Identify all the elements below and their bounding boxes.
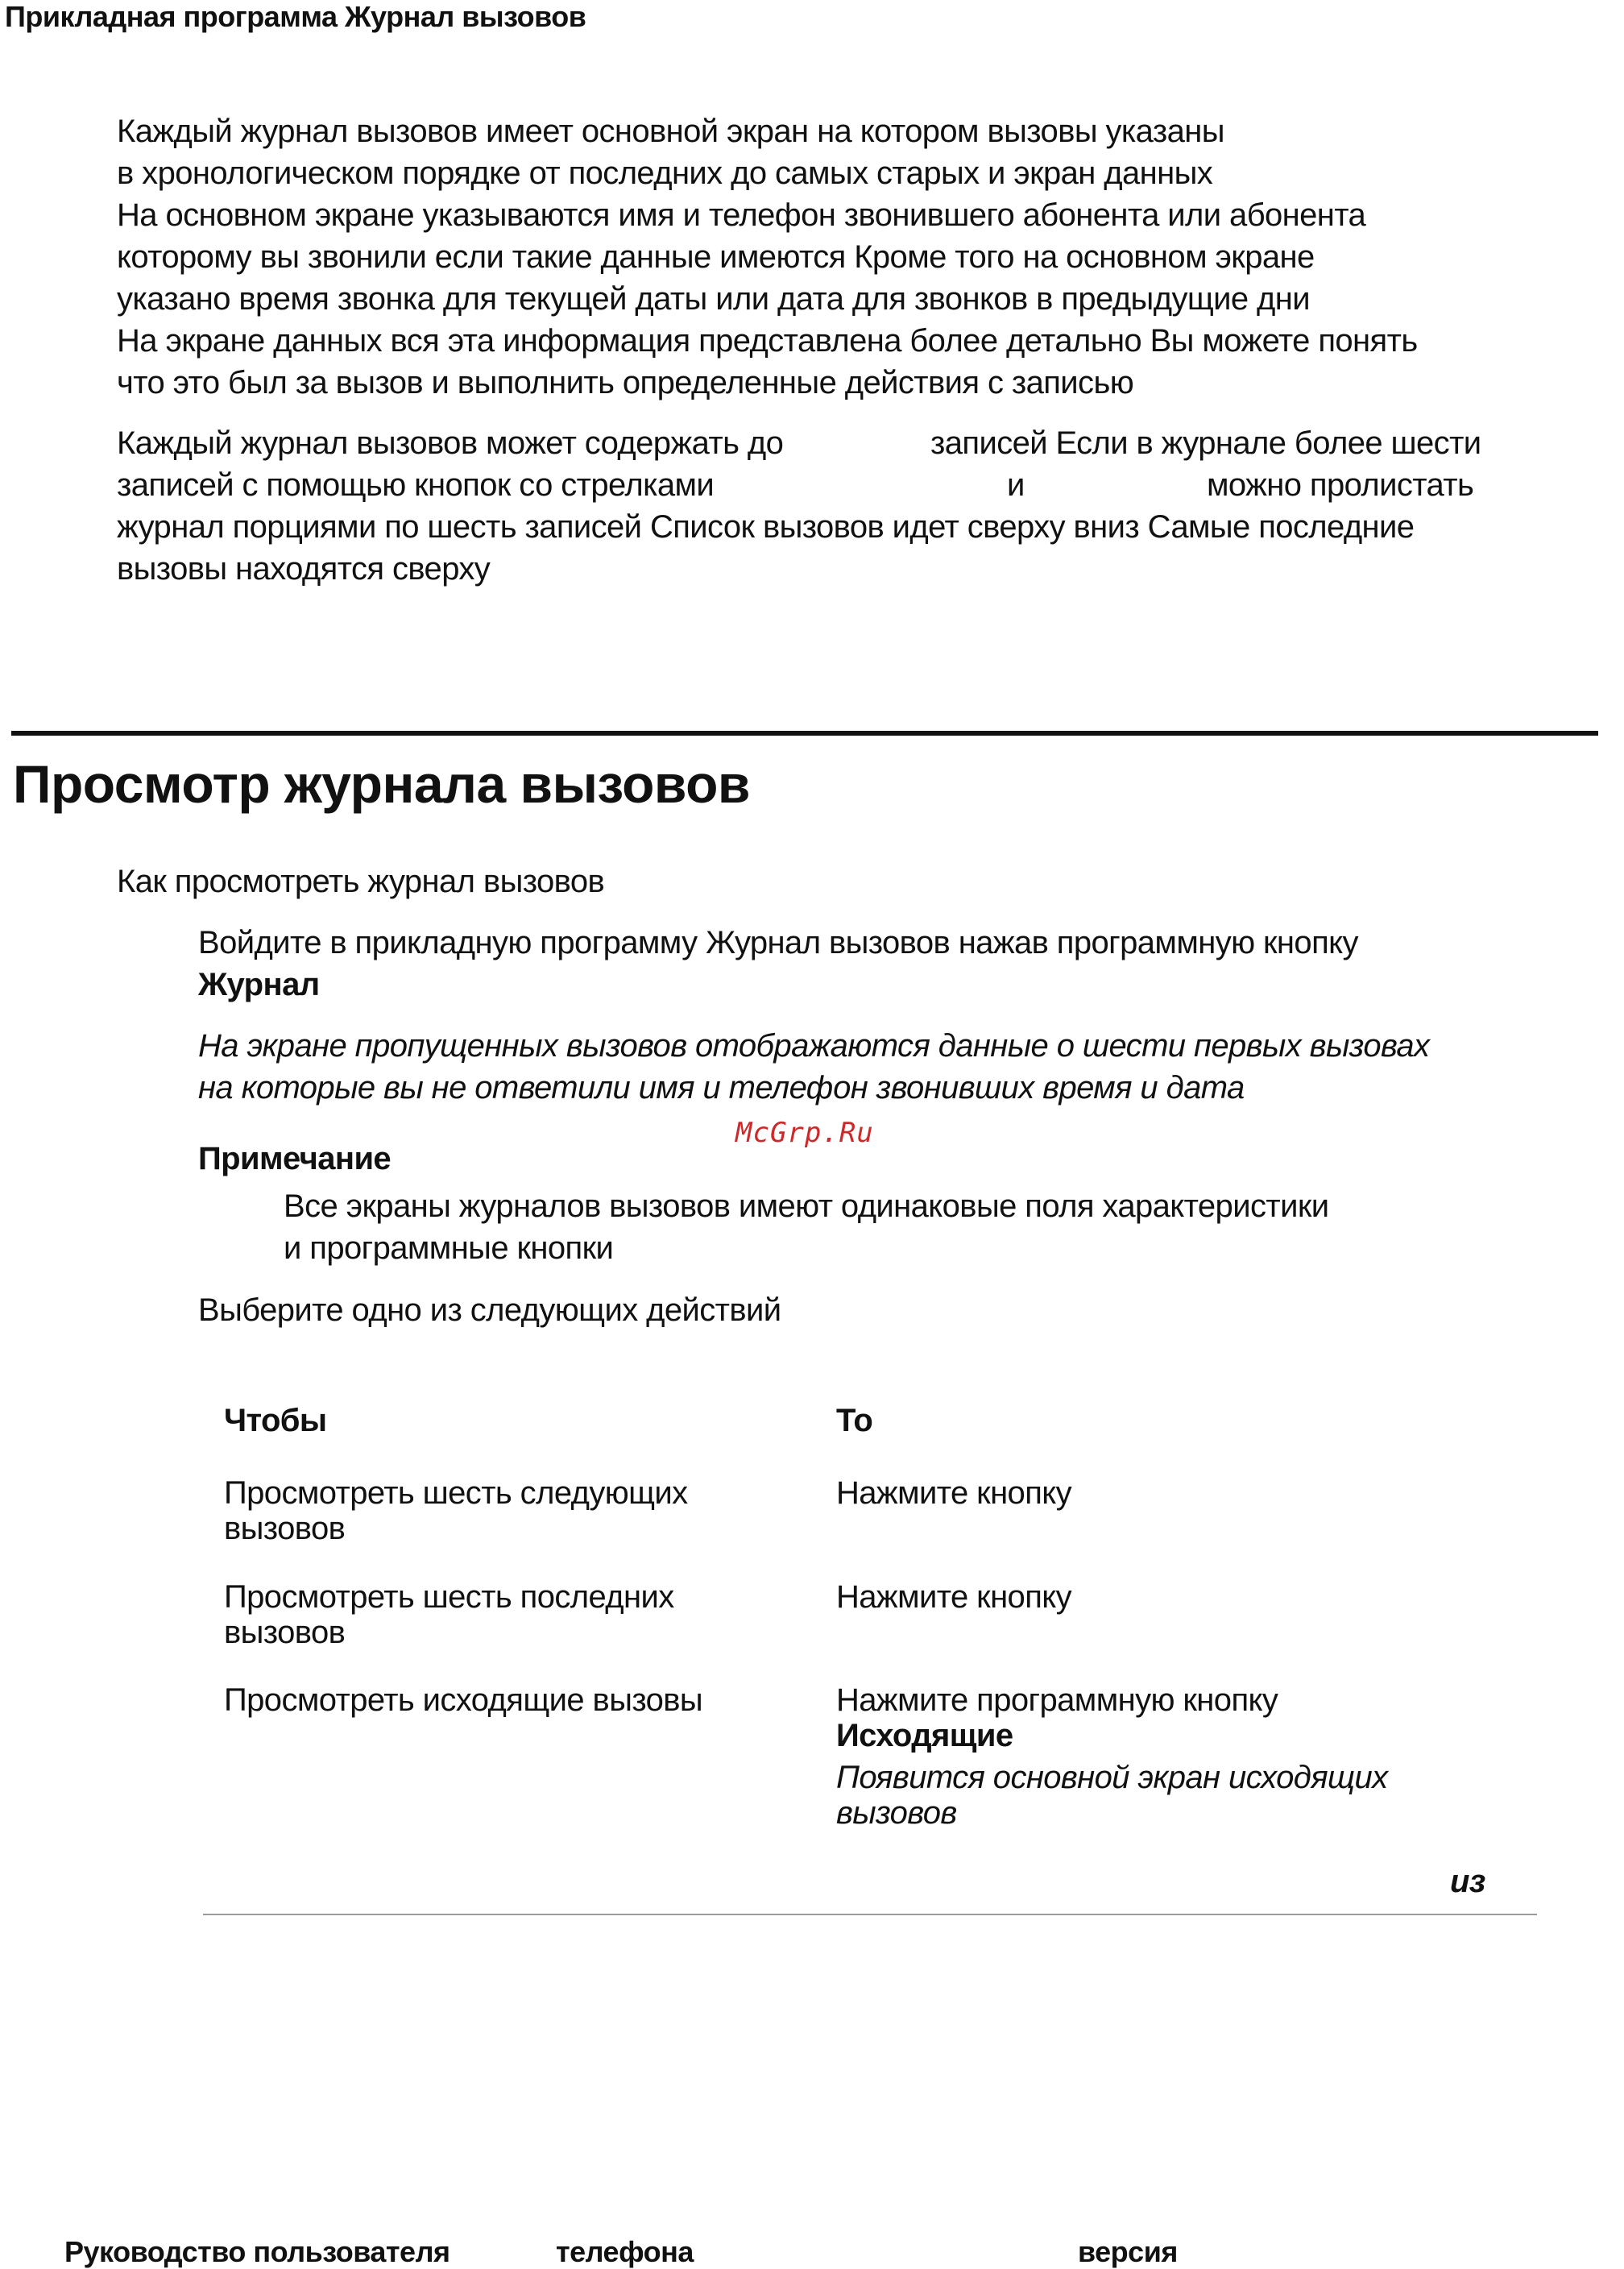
table-cell-goal: вызовов [224, 1511, 346, 1546]
table-cell-goal: Просмотреть исходящие вызовы [224, 1682, 703, 1718]
page-header-title: Прикладная программа Журнал вызовов [5, 0, 586, 33]
journal-softkey-label: Журнал [198, 967, 320, 1002]
text-line: которому вы звонили если такие данные имеются Кроме того на основном экране [117, 239, 1315, 275]
text-line: можно пролистать [1207, 467, 1474, 503]
table-cell-result: Появится основной экран исходящих [836, 1760, 1388, 1795]
text-line: Каждый журнал вызовов может содержать до [117, 425, 784, 461]
note-label: Примечание [198, 1141, 392, 1176]
note-text-line: Все экраны журналов вызовов имеют одинаковые поля характеристики [284, 1188, 1329, 1224]
text-line: На экране данных вся эта информация представлена более детально Вы можете понять [117, 323, 1418, 359]
note-text-line: и программные кнопки [284, 1230, 614, 1266]
table-header-goal: Чтобы [224, 1403, 327, 1438]
table-header-action: То [836, 1403, 873, 1438]
section-divider [11, 731, 1598, 736]
table-cell-goal: Просмотреть шесть следующих [224, 1475, 688, 1511]
text-line: записей с помощью кнопок со стрелками [117, 467, 715, 503]
footer-version-label: версия [1078, 2235, 1178, 2268]
step-1-result-line: на которые вы не ответили имя и телефон звонивших время и дата [198, 1070, 1245, 1105]
text-line: журнал порциями по шесть записей Список вызовов идет сверху вниз Самые последние [117, 509, 1415, 545]
text-line: и [1007, 467, 1025, 503]
step-2-text: Выберите одно из следующих действий [198, 1292, 781, 1328]
table-cell-action: Нажмите кнопку [836, 1579, 1072, 1615]
text-line: вызовы находятся сверху [117, 551, 491, 587]
text-line: в хронологическом порядке от последних до самых старых и экран данных [117, 156, 1213, 191]
section-heading: Просмотр журнала вызовов [13, 754, 750, 814]
text-line: указано время звонка для текущей даты или дата для звонков в предыдущие дни [117, 281, 1311, 317]
step-1-result-line: На экране пропущенных вызовов отображаются данные о шести первых вызовах [198, 1028, 1430, 1064]
text-line: что это был за вызов и выполнить определенные действия с записью [117, 365, 1134, 400]
footer-guide-title: Руководство пользователя [64, 2235, 450, 2268]
footer-phone-label: телефона [556, 2235, 694, 2268]
table-cell-action: Нажмите кнопку [836, 1475, 1072, 1511]
table-cell-action: Нажмите программную кнопку [836, 1682, 1278, 1718]
outgoing-softkey-label: Исходящие [836, 1718, 1013, 1753]
text-line: На основном экране указываются имя и телефон звонившего абонента или абонента [117, 197, 1366, 233]
procedure-title: Как просмотреть журнал вызовов [117, 864, 605, 899]
text-line: записей Если в журнале более шести [930, 425, 1481, 461]
watermark: McGrp.Ru [735, 1117, 874, 1149]
table-cell-goal: вызовов [224, 1615, 346, 1650]
table-cell-goal: Просмотреть шесть последних [224, 1579, 674, 1615]
text-line: Каждый журнал вызовов имеет основной экран на котором вызовы указаны [117, 114, 1224, 149]
step-1-text: Войдите в прикладную программу Журнал вызовов нажав программную кнопку [198, 925, 1358, 960]
page-divider [203, 1914, 1537, 1915]
page-counter: из [1450, 1864, 1485, 1899]
table-cell-result: вызовов [836, 1795, 957, 1831]
